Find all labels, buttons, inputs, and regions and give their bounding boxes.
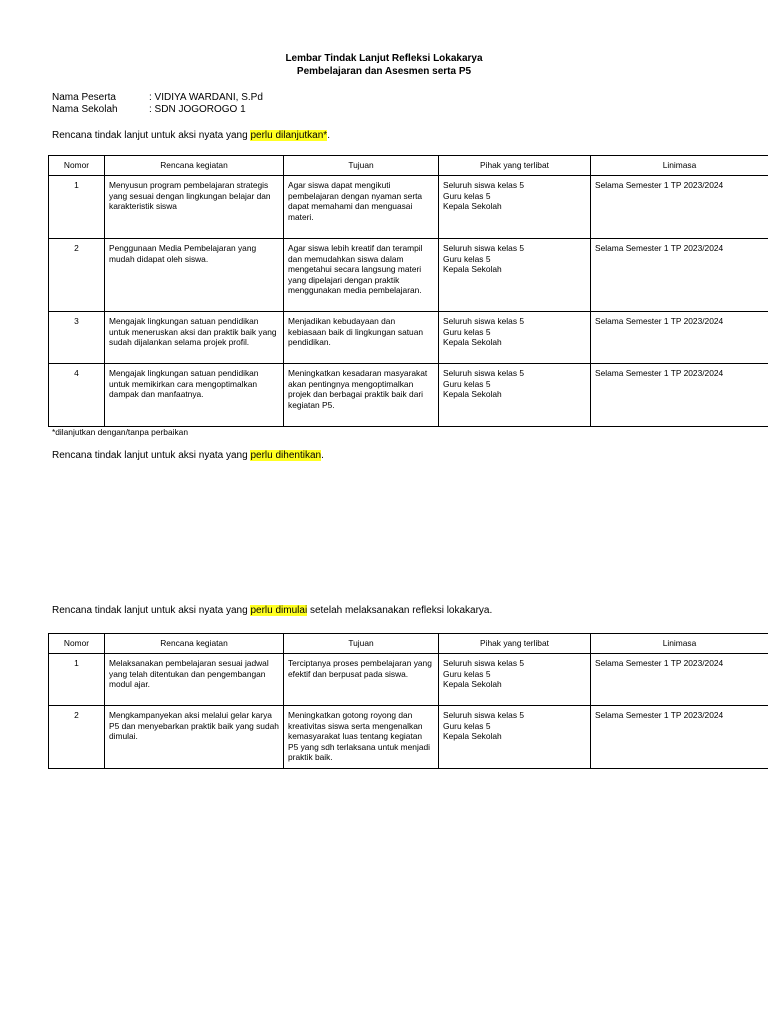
row-number: 3 xyxy=(49,312,105,364)
table-row xyxy=(49,239,768,312)
row-tujuan: Menjadikan kebudayaan dan kebiasaan baik di lingkungan satuan pendidikan. xyxy=(284,312,439,364)
pihak-line: Seluruh siswa kelas 5 xyxy=(443,710,524,720)
document-title: Lembar Tindak Lanjut Refleksi Lokakarya xyxy=(285,53,483,64)
row-pihak xyxy=(439,312,591,364)
row-linimasa: Selama Semester 1 TP 2023/2024 xyxy=(591,239,768,312)
stop-intro-text: Rencana tindak lanjut untuk aksi nyata yang xyxy=(52,450,251,461)
table-header-row xyxy=(49,156,768,176)
row-pihak xyxy=(439,364,591,427)
continue-intro-end: . xyxy=(327,130,330,141)
start-intro-end: setelah melaksanakan refleksi lokakarya. xyxy=(307,605,493,616)
pihak-line: Seluruh siswa kelas 5 xyxy=(443,316,524,326)
school-row xyxy=(52,104,246,115)
row-kegiatan: Mengajak lingkungan satuan pendidikan untuk memikirkan cara mengoptimalkan dampak dan manfaatnya. xyxy=(105,364,284,427)
start-intro xyxy=(52,605,492,616)
row-kegiatan: Mengkampanyekan aksi melalui gelar karya P5 dan menyebarkan praktik baik yang sudah dimulai. xyxy=(105,706,284,769)
row-tujuan: Agar siswa lebih kreatif dan terampil dan memudahkan siswa dalam mengetahui secara langsung materi yang dipelajari dengan praktik menggunakan media pembelajaran. xyxy=(284,239,439,312)
row-number: 4 xyxy=(49,364,105,427)
header-linimasa: Linimasa xyxy=(591,156,768,176)
stop-highlight: perlu dihentikan xyxy=(250,450,322,461)
continue-table xyxy=(48,155,768,427)
row-pihak xyxy=(439,239,591,312)
header-tujuan: Tujuan xyxy=(284,634,439,654)
row-pihak xyxy=(439,654,591,706)
row-pihak xyxy=(439,176,591,239)
school-label: Nama Sekolah xyxy=(52,104,118,115)
pihak-line: Guru kelas 5 xyxy=(443,378,491,389)
start-highlight: perlu dimulai xyxy=(250,605,308,616)
continue-intro xyxy=(52,130,330,141)
pihak-line: Seluruh siswa kelas 5 xyxy=(443,243,524,253)
header-linimasa: Linimasa xyxy=(591,634,768,654)
row-tujuan: Agar siswa dapat mengikuti pembelajaran dengan nyaman serta dapat memahami dan menguasai materi. xyxy=(284,176,439,239)
pihak-line: Kepala Sekolah xyxy=(443,731,502,742)
header-nomor: Nomor xyxy=(49,156,105,176)
row-linimasa: Selama Semester 1 TP 2023/2024 xyxy=(591,654,768,706)
row-linimasa: Selama Semester 1 TP 2023/2024 xyxy=(591,364,768,427)
participant-row xyxy=(52,92,263,103)
row-number: 1 xyxy=(49,176,105,239)
row-number: 1 xyxy=(49,654,105,706)
table-row xyxy=(49,312,768,364)
footnote: *dilanjutkan dengan/tanpa perbaikan xyxy=(52,427,188,437)
row-kegiatan: Mengajak lingkungan satuan pendidikan untuk meneruskan aksi dan praktik baik yang sudah dijalankan selama projek profil. xyxy=(105,312,284,364)
pihak-line: Guru kelas 5 xyxy=(443,190,491,201)
continue-intro-text: Rencana tindak lanjut untuk aksi nyata yang xyxy=(52,130,251,141)
pihak-line: Guru kelas 5 xyxy=(443,253,491,264)
pihak-line: Kepala Sekolah xyxy=(443,264,502,275)
start-intro-text: Rencana tindak lanjut untuk aksi nyata yang xyxy=(52,605,251,616)
document-subtitle: Pembelajaran dan Asesmen serta P5 xyxy=(296,66,472,77)
stop-intro-end: . xyxy=(321,450,324,461)
header-pihak: Pihak yang terlibat xyxy=(439,156,591,176)
continue-highlight: perlu dilanjutkan* xyxy=(250,130,328,141)
header-tujuan: Tujuan xyxy=(284,156,439,176)
pihak-line: Seluruh siswa kelas 5 xyxy=(443,180,524,190)
participant-label: Nama Peserta xyxy=(52,92,116,103)
row-tujuan: Meningkatkan kesadaran masyarakat akan pentingnya mengoptimalkan projek dan berbagai praktik baik dari kegiatan P5. xyxy=(284,364,439,427)
table-header-row xyxy=(49,634,768,654)
row-kegiatan: Penggunaan Media Pembelajaran yang mudah didapat oleh siswa. xyxy=(105,239,284,312)
row-linimasa: Selama Semester 1 TP 2023/2024 xyxy=(591,706,768,769)
pihak-line: Guru kelas 5 xyxy=(443,668,491,679)
pihak-line: Seluruh siswa kelas 5 xyxy=(443,658,524,668)
school-value: : SDN JOGOROGO 1 xyxy=(149,104,246,115)
header-pihak: Pihak yang terlibat xyxy=(439,634,591,654)
header-rencana-kegiatan: Rencana kegiatan xyxy=(105,634,284,654)
pihak-line: Guru kelas 5 xyxy=(443,326,491,337)
pihak-line: Kepala Sekolah xyxy=(443,201,502,212)
participant-value: : VIDIYA WARDANI, S.Pd xyxy=(149,92,263,103)
header-rencana-kegiatan: Rencana kegiatan xyxy=(105,156,284,176)
row-number: 2 xyxy=(49,706,105,769)
pihak-line: Kepala Sekolah xyxy=(443,679,502,690)
row-tujuan: Terciptanya proses pembelajaran yang efektif dan berpusat pada siswa. xyxy=(284,654,439,706)
row-pihak xyxy=(439,706,591,769)
row-tujuan: Meningkatkan gotong royong dan kreativitas siswa serta mengenalkan kemasyarakat luas tentang kegiatan P5 yang sdh terlaksana untuk menjadi praktik baik. xyxy=(284,706,439,769)
row-linimasa: Selama Semester 1 TP 2023/2024 xyxy=(591,312,768,364)
stop-intro xyxy=(52,450,324,461)
table-row xyxy=(49,364,768,427)
pihak-line: Seluruh siswa kelas 5 xyxy=(443,368,524,378)
start-table xyxy=(48,633,768,769)
pihak-line: Guru kelas 5 xyxy=(443,720,491,731)
header-nomor: Nomor xyxy=(49,634,105,654)
table-row xyxy=(49,654,768,706)
pihak-line: Kepala Sekolah xyxy=(443,337,502,348)
row-kegiatan: Melaksanakan pembelajaran sesuai jadwal yang telah ditentukan dan pengembangan modul ajar. xyxy=(105,654,284,706)
table-row xyxy=(49,706,768,769)
row-linimasa: Selama Semester 1 TP 2023/2024 xyxy=(591,176,768,239)
pihak-line: Kepala Sekolah xyxy=(443,389,502,400)
row-number: 2 xyxy=(49,239,105,312)
row-kegiatan: Menyusun program pembelajaran strategis yang sesuai dengan lingkungan belajar dan karakteristik siswa xyxy=(105,176,284,239)
table-row xyxy=(49,176,768,239)
